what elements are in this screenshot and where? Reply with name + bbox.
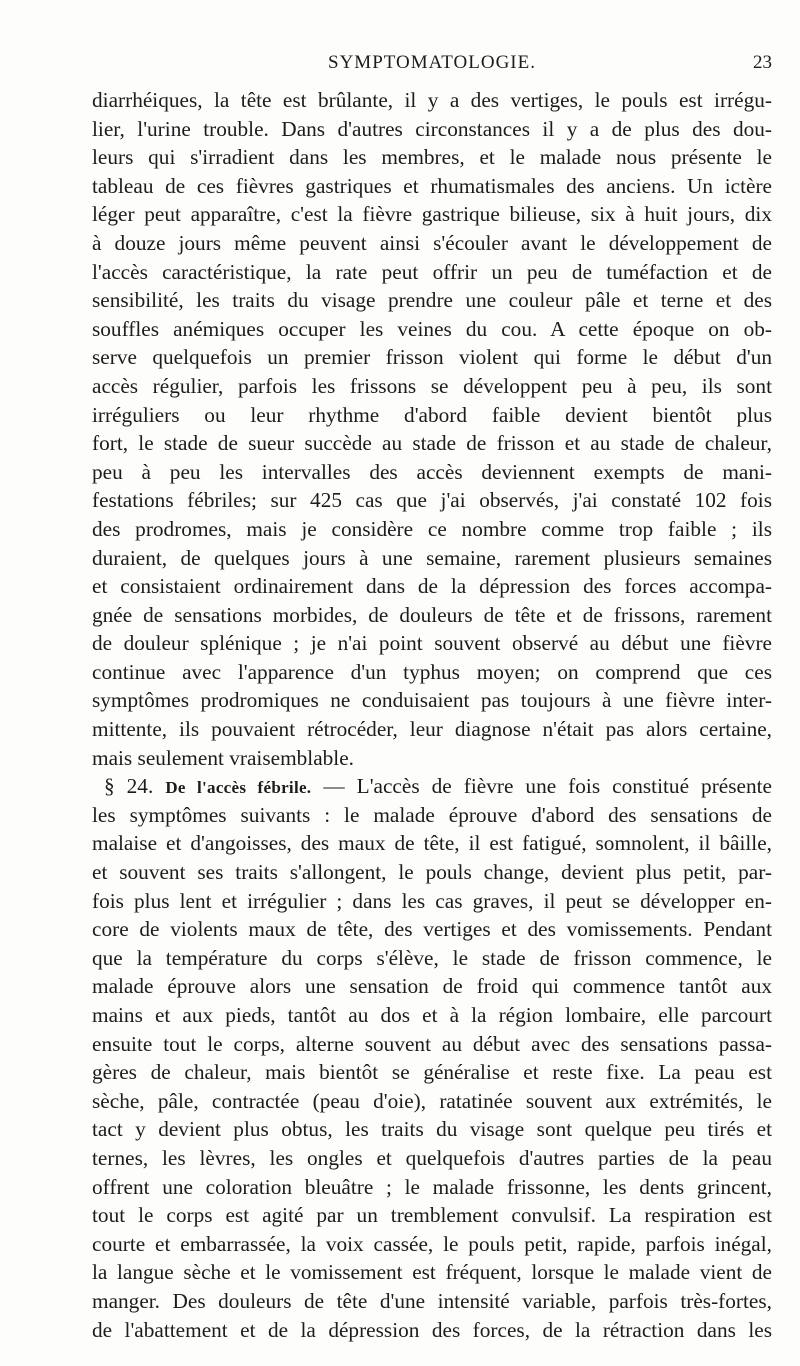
paragraph-1 — [92, 86, 772, 772]
text-line: duraient, de quelques jours à une semaine, rarement plusieurs semaines — [92, 545, 772, 570]
text-line: symptômes prodromiques ne conduisaient pas toujours à une fièvre inter- — [92, 688, 772, 713]
text-line: ensuite tout le corps, alterne souvent au début avec des sensations passa- — [92, 1031, 772, 1056]
text-line: la langue sèche et le vomissement est fréquent, lorsque le malade vient de — [92, 1260, 772, 1285]
text-line: mais seulement vraisemblable. — [92, 745, 354, 770]
text-line: et souvent ses traits s'allongent, le pouls change, devient plus petit, par- — [92, 860, 772, 885]
text-line: des prodromes, mais je considère ce nombre comme trop faible ; ils — [92, 516, 772, 541]
text-line: de l'abattement et de la dépression des forces, de la rétraction dans les — [92, 1317, 772, 1342]
text-line: courte et embarrassée, la voix cassée, le pouls petit, rapide, parfois inégal, — [92, 1231, 772, 1256]
section-heading: De l'accès fébrile. — [165, 778, 312, 798]
text-line: les symptômes suivants : le malade éprouve d'abord des sensations de — [92, 802, 772, 827]
text-line: diarrhéiques, la tête est brûlante, il y a des vertiges, le pouls est irrégu- — [92, 88, 772, 112]
text-line: sensibilité, les traits du visage prendre une couleur pâle et terne et des — [92, 288, 772, 313]
text-line: continue avec l'apparence d'un typhus moyen; on comprend que ces — [92, 659, 772, 684]
text-line: leurs qui s'irradient dans les membres, et le malade nous présente le — [92, 145, 772, 170]
text-line: à douze jours même peuvent ainsi s'écouler avant le développement de — [92, 230, 772, 255]
text-line: ternes, les lèvres, les ongles et quelquefois d'autres parties de la peau — [92, 1145, 772, 1170]
text-line: tact y devient plus obtus, les traits du visage sont quelque peu tirés et — [92, 1117, 772, 1142]
text-line: et consistaient ordinairement dans de la dépression des forces accompa- — [92, 574, 772, 599]
text-line: tout le corps est agité par un tremblement convulsif. La respiration est — [92, 1203, 772, 1228]
text-line: manger. Des douleurs de tête d'une intensité variable, parfois très-fortes, — [92, 1288, 772, 1313]
text-line: festations fébriles; sur 425 cas que j'ai observés, j'ai constaté 102 fois — [92, 488, 772, 513]
text-line: core de violents maux de tête, des vertiges et des vomissements. Pendant — [92, 917, 772, 942]
text-line: l'accès caractéristique, la rate peut offrir un peu de tuméfaction et de — [92, 259, 772, 284]
text-line: accès régulier, parfois les frissons se développent peu à peu, ils sont — [92, 373, 772, 398]
text-line: mains et aux pieds, tantôt au dos et à la région lombaire, elle parcourt — [92, 1003, 772, 1027]
text-line: souffles anémiques occuper les veines du cou. A cette époque on ob- — [92, 316, 772, 341]
section-number: § 24. — [104, 774, 154, 799]
text-line: peu à peu les intervalles des accès deviennent exempts de mani- — [92, 459, 772, 484]
text-line: gères de chaleur, mais bientôt se généralise et reste fixe. La peau est — [92, 1060, 772, 1085]
text-line: mittente, ils pouvaient rétrocéder, leur diagnose n'était pas alors certaine, — [92, 717, 772, 742]
text-line: irréguliers ou leur rhythme d'abord faible devient bientôt plus — [92, 402, 772, 427]
text-line: de douleur splénique ; je n'ai point souvent observé au début une fièvre — [92, 631, 772, 656]
text-line: que la température du corps s'élève, le stade de frisson commence, le — [92, 945, 772, 970]
text-line: lier, l'urine trouble. Dans d'autres circonstances il y a de plus des dou- — [92, 116, 772, 141]
body-text — [92, 86, 772, 1344]
running-title: SYMPTOMATOLOGIE. — [328, 52, 536, 73]
text-line: fois plus lent et irrégulier ; dans les cas graves, il peut se développer en- — [92, 888, 772, 913]
running-head — [92, 52, 772, 82]
text-line: gnée de sensations morbides, de douleurs de tête et de frissons, rarement — [92, 602, 772, 627]
section-intro-text: — L'accès de fièvre une fois constitué présente — [323, 774, 772, 799]
text-line: serve quelquefois un premier frisson violent qui forme le début d'un — [92, 345, 772, 370]
text-line: offrent une coloration bleuâtre ; le malade frissonne, les dents grincent, — [92, 1174, 772, 1199]
text-line: tableau de ces fièvres gastriques et rhumatismales des anciens. Un ictère — [92, 173, 772, 198]
text-line: léger peut apparaître, c'est la fièvre gastrique bilieuse, six à huit jours, dix — [92, 202, 772, 227]
text-line: sèche, pâle, contractée (peau d'oie), ratatinée souvent aux extrémités, le — [92, 1088, 772, 1113]
section-24 — [92, 772, 772, 1344]
section-first-line — [92, 772, 772, 801]
text-line: malaise et d'angoisses, des maux de tête, il est fatigué, somnolent, il bâille, — [92, 831, 772, 856]
text-line: malade éprouve alors une sensation de froid qui commence tantôt aux — [92, 974, 772, 999]
page-number: 23 — [753, 52, 772, 73]
text-line: fort, le stade de sueur succède au stade de frisson et au stade de chaleur, — [92, 431, 772, 456]
